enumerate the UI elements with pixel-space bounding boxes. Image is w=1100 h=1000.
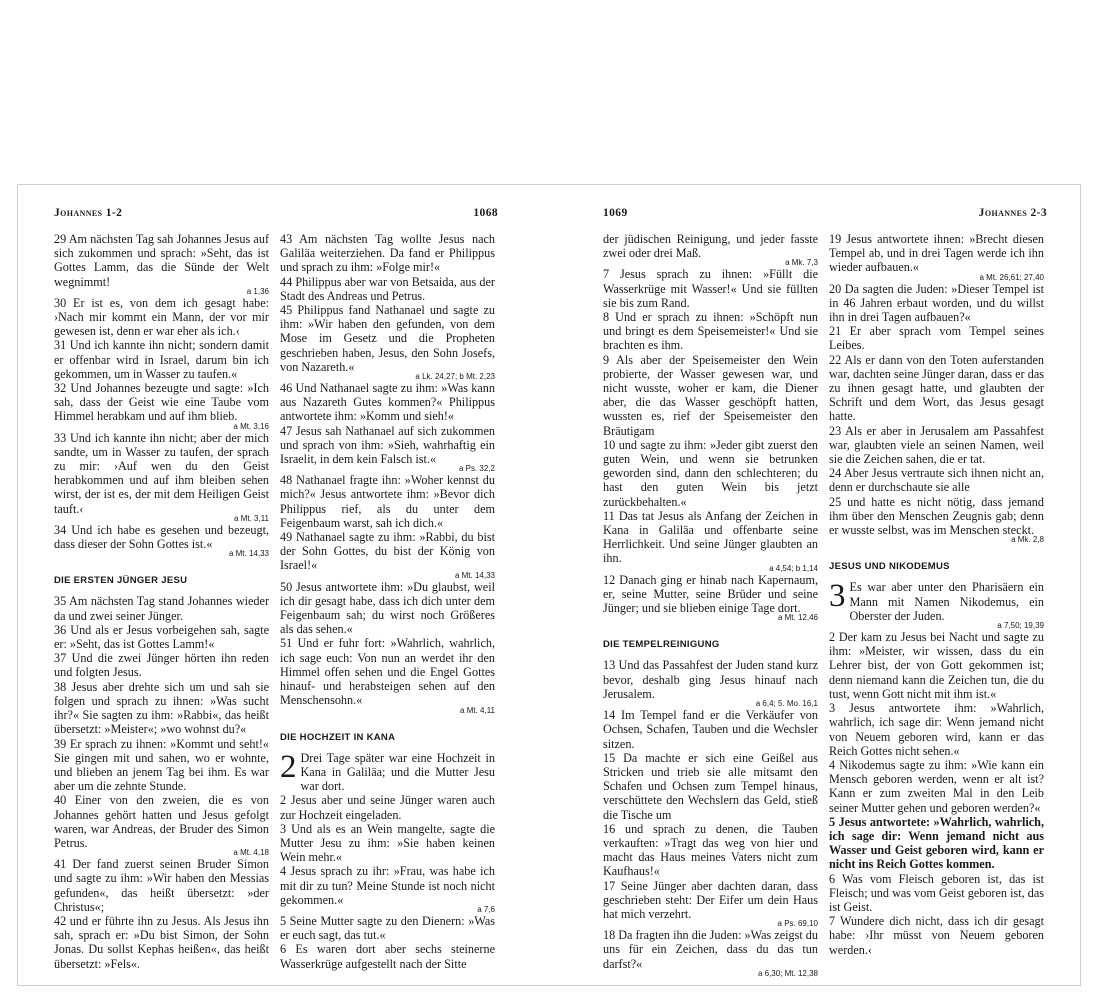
verse: 2 Jesus aber und seine Jünger waren auch zur Hochzeit eingeladen. [280,793,495,822]
verse: 33 Und ich kannte ihn nicht; aber der mich sandte, um in Wasser zu taufen, der sprach zu mir: ›Auf wen du den Geist herabkommen und auf ihm bleiben sehen wirst, der ist es, der mit dem Heiligen Geist tauft.‹ [54,430,269,516]
verse: 7 Wundere dich nicht, dass ich dir gesagt habe: ›Ihr müsst von Neuem geboren werden.‹ [829,914,1044,957]
verse: 41 Der fand zuerst seinen Bruder Simon und sagte zu ihm: »Wir haben den Messias gefunden«, das heißt übersetzt: »der Christus«; [54,857,269,914]
verse: der jüdischen Reinigung, und jeder fasste zwei oder drei Maß. [603,232,818,261]
verse: 40 Einer von den zweien, die es von Johannes gehört hatten und Jesus gefolgt waren, war Andreas, der Bruder des Simon Petrus. [54,793,269,850]
verse: 21 Er aber sprach vom Tempel seines Leibes. [829,324,1044,353]
verse: 3 Und als es an Wein mangelte, sagte die Mutter Jesu zu ihm: »Sie haben keinen Wein mehr.« [280,821,495,865]
verse: 42 und er führte ihn zu Jesus. Als Jesus ihn sah, sprach er: »Du bist Simon, der Sohn Jonas. Du sollst Kephas heißen«, das heißt übersetzt: »Fels«. [54,913,269,971]
cross-reference: a Mk. 7,3 [785,258,818,268]
verse: 30 Er ist es, von dem ich gesagt habe: ›Nach mir kommt ein Mann, der vor mir gewesen ist, denn er war eher als ich.‹ [54,295,269,339]
section-heading: DIE TEMPELREINIGUNG [603,639,720,651]
verse: 38 Jesus aber drehte sich um und sah sie folgen und sprach zu ihnen: »Was sucht ihr?« Sie sagten zu ihm: »Rabbi«, das heißt übersetzt: »Meister«; »wo wohnst du?« [54,679,269,737]
verse: 23 Als er aber in Jerusalem am Passahfest war, glaubten viele an seinen Namen, weil sie die Zeichen sahen, die er tat. [829,423,1044,467]
cross-reference: a Mt. 26,61; 27,40 [979,272,1044,282]
cross-reference: a Mt. 12,46 [777,613,818,623]
verse: 7 Jesus sprach zu ihnen: »Füllt die Wasserkrüge mit Wasser!« Und sie füllten sie bis zum Rand. [603,267,818,310]
verse-text: Drei Tage später war eine Hochzeit in Kana in Galiläa; und die Mutter Jesu war dort. [300,750,495,794]
verse-emphasized: 5 Jesus antwortete: »Wahrlich, wahrlich, ich sage dir: Wenn jemand nicht aus Wasser und Geist geboren wird, kann er nicht ins Reich Gottes kommen. [829,814,1044,872]
verse: 37 Und die zwei Jünger hörten ihn reden und folgten Jesus. [54,651,269,680]
verse: 14 Im Tempel fand er die Verkäufer von Ochsen, Schafen, Tauben und die Wechsler sitzen. [603,708,818,751]
verse: 39 Er sprach zu ihnen: »Kommt und seht!« Sie gingen mit und sahen, wo er wohnte, und blieben an jenem Tag bei ihm. Es war aber um die zehnte Stunde. [54,736,269,794]
verse: 6 Was vom Fleisch geboren ist, das ist Fleisch; und was vom Geist geboren ist, das ist Geist. [829,871,1044,914]
bible-spread [17,184,1081,986]
verse: 46 Und Nathanael sagte zu ihm: »Was kann aus Nazareth Gutes kommen?« Philippus antwortete ihm: »Komm und sieh!« [280,381,495,424]
cross-reference: a 7,6 [477,904,495,914]
chapter-number: 3 [829,578,846,615]
running-header-left [54,207,498,223]
running-head-title: Johannes 1-2 [54,207,123,219]
verse: 12 Danach ging er hinab nach Kapernaum, er, seine Mutter, seine Brüder und seine Jünger; und sie blieben einige Tage dort. [603,572,818,616]
verse: 47 Jesus sah Nathanael auf sich zukommen und sprach von ihm: »Sieh, wahrhaftig ein Israelit, in dem kein Falsch ist.« [280,423,495,467]
cross-reference: a Mt. 3,16 [233,421,269,431]
right-page [603,185,1047,985]
text-column [280,232,495,971]
verse: 16 und sprach zu denen, die Tauben verkauften: »Tragt das weg von hier und macht das Haus meines Vaters nicht zum Kaufhaus!« [603,821,818,879]
chapter-opening [280,748,495,794]
verse: 24 Aber Jesus vertraute sich ihnen nicht an, denn er durchschaute sie alle [829,466,1044,495]
verse: 20 Da sagten die Juden: »Dieser Tempel ist in 46 Jahren erbaut worden, und du willst ihn in drei Tagen aufbauen?« [829,281,1044,325]
verse: 15 Da machte er sich eine Geißel aus Stricken und trieb sie alle mitsamt den Schafen und Ochsen zum Tempel hinaus, verschüttete den Wechslern das Geld, stieß die Tische um [603,750,818,822]
verse-text: Es war aber unter den Pharisäern ein Mann mit Namen Nikodemus, ein Oberster der Juden. [849,580,1044,623]
verse: 18 Da fragten ihn die Juden: »Was zeigst du uns für ein Zeichen, dass du das tun darfst?« [603,928,818,971]
verse: 48 Nathanael fragte ihn: »Woher kennst du mich?« Jesus antwortete ihm: »Bevor dich Philippus rief, als du unter dem Feigenbaum warst, sah ich dich.« [280,473,495,530]
text-column [54,232,269,971]
verse: 29 Am nächsten Tag sah Johannes Jesus auf sich zukommen und sprach: »Seht, das ist Gottes Lamm, das die Sünde der Welt wegnimmt! [54,232,269,289]
cross-reference: a Mt. 4,11 [460,705,495,715]
verse: 45 Philippus fand Nathanael und sagte zu ihm: »Wir haben den gefunden, von dem Mose im Gesetz und die Propheten geschrieben haben, Jesus, den Sohn Josefs, von Nazareth.« [280,303,495,374]
verse: 8 Und er sprach zu ihnen: »Schöpft nun und bringt es dem Speisemeister!« Und sie brachten es ihm. [603,310,818,353]
running-head-title: Johannes 2-3 [978,207,1047,219]
verse: 4 Jesus sprach zu ihr: »Frau, was habe ich mit dir zu tun? Meine Stunde ist noch nicht gekommen.« [280,864,495,907]
verse: 19 Jesus antwortete ihnen: »Brecht diesen Tempel ab, und in drei Tagen werde ich ihn wieder aufbauen.« [829,232,1044,275]
page-number: 1069 [603,207,628,219]
verse: 6 Es waren dort aber sechs steinerne Wasserkrüge aufgestellt nach der Sitte [280,942,495,971]
verse: 31 Und ich kannte ihn nicht; sondern damit er offenbar wird in Israel, darum bin ich gekommen, um in Wasser zu taufen.« [54,338,269,381]
verse: 13 Und das Passahfest der Juden stand kurz bevor, deshalb ging Jesus hinauf nach Jerusalem. [603,658,818,701]
running-header-right [603,207,1047,223]
verse: 4 Nikodemus sagte zu ihm: »Wie kann ein Mensch geboren werden, wenn er alt ist? Kann er zum zweiten Mal in den Leib seiner Mutter gehen und geboren werden?« [829,757,1044,815]
section-heading: JESUS UND NIKODEMUS [829,561,950,573]
cross-reference: a Mt. 4,18 [233,848,269,858]
verse: 43 Am nächsten Tag wollte Jesus nach Galiläa weiterziehen. Da fand er Philippus und sprach zu ihm: »Folge mir!« [280,232,495,275]
verse: 35 Am nächsten Tag stand Johannes wieder da und zwei seiner Jünger. [54,594,269,623]
left-page [54,185,498,985]
cross-reference: a Mt. 14,33 [228,549,269,559]
cross-reference: a 1,36 [246,286,269,296]
text-column [603,232,818,978]
verse: 3 Jesus antwortete ihm: »Wahrlich, wahrlich, ich sage dir: Wenn jemand nicht von Neuem geboren wird, kann er das Reich Gottes nicht sehen.« [829,701,1044,758]
cross-reference: a Mt. 3,11 [234,513,269,523]
verse: 32 Und Johannes bezeugte und sagte: »Ich sah, dass der Geist wie eine Taube vom Himmel herabkam und auf ihm blieb. [54,381,269,424]
cross-reference: a 7,50; 19,39 [997,621,1044,631]
cross-reference: a 6,4; 5. Mo. 16,1 [755,699,818,709]
verse: 34 Und ich habe es gesehen und bezeugt, dass dieser der Sohn Gottes ist.« [54,522,269,552]
section-heading: DIE HOCHZEIT IN KANA [280,731,396,743]
verse: 2 Der kam zu Jesus bei Nacht und sagte zu ihm: »Meister, wir wissen, dass du ein Lehrer bist, der von Gott gekommen ist; denn niemand kann die Zeichen tun, die du tust, wenn Gott nicht mit ihm ist.« [829,630,1044,701]
verse: 25 und hatte es nicht nötig, dass jemand ihm über den Menschen Zeugnis gab; denn er wusste selbst, was im Menschen steckt. [829,494,1044,538]
verse: 51 Und er fuhr fort: »Wahrlich, wahrlich, ich sage euch: Von nun an werdet ihr den Himmel offen sehen und die Engel Gottes hinauf- und herabsteigen sehen auf den Menschensohn.« [280,636,495,708]
verse: 49 Nathanael sagte zu ihm: »Rabbi, du bist der Sohn Gottes, du bist der König von Israel!« [280,530,495,573]
cross-reference: a 4,54; b 1,14 [769,563,818,573]
verse: 5 Seine Mutter sagte zu den Dienern: »Was er euch sagt, das tut.« [280,913,495,943]
cross-reference: a Ps. 69,10 [777,919,818,929]
verse: 44 Philippus aber war von Betsaida, aus der Stadt des Andreas und Petrus. [280,274,495,303]
verse: 22 Als er dann von den Toten auferstanden war, dachten seine Jünger daran, dass er das zu ihnen gesagt hatte, und glaubten der Schrift und dem Wort, das Jesus gesagt hatte. [829,352,1044,424]
section-heading: DIE ERSTEN JÜNGER JESU [54,575,188,587]
cross-reference: a Mk. 2,8 [1011,535,1044,545]
verse: 50 Jesus antwortete ihm: »Du glaubst, weil ich dir gesagt habe, dass ich dich unter dem Feigenbaum sah; du wirst noch Größeres als das sehen.« [280,579,495,637]
page-number: 1068 [473,207,498,219]
chapter-number: 2 [280,748,297,785]
verse: 9 Als aber der Speisemeister den Wein probierte, der Wasser gewesen war, und nicht wusste, woher er kam, die Diener aber, die das Wasser geschöpft hatten, wussten es, rief der Speisemeister den Bräutigam [603,352,818,438]
verse: 11 Das tat Jesus als Anfang der Zeichen in Kana in Galiläa und offenbarte seine Herrlichkeit. Und seine Jünger glaubten an ihn. [603,508,818,566]
cross-reference: a Lk. 24,27; b Mt. 2,23 [415,372,495,382]
verse: 10 und sagte zu ihm: »Jeder gibt zuerst den guten Wein, und wenn sie betrunken geworden sind, dann den schlechteren; du hast den guten Wein bis jetzt zurückbehalten.« [603,437,818,509]
cross-reference: a 6,30; Mt. 12,38 [757,968,818,978]
verse: 36 Und als er Jesus vorbeigehen sah, sagte er: »Seht, das ist Gottes Lamm!« [54,622,269,652]
text-column [829,232,1044,957]
verse: 17 Seine Jünger aber dachten daran, dass geschrieben steht: Der Eifer um dein Haus hat mich verzehrt. [603,878,818,921]
cross-reference: a Mt. 14,33 [454,570,495,580]
chapter-opening [829,580,1044,623]
cross-reference: a Ps. 32,2 [458,464,495,474]
